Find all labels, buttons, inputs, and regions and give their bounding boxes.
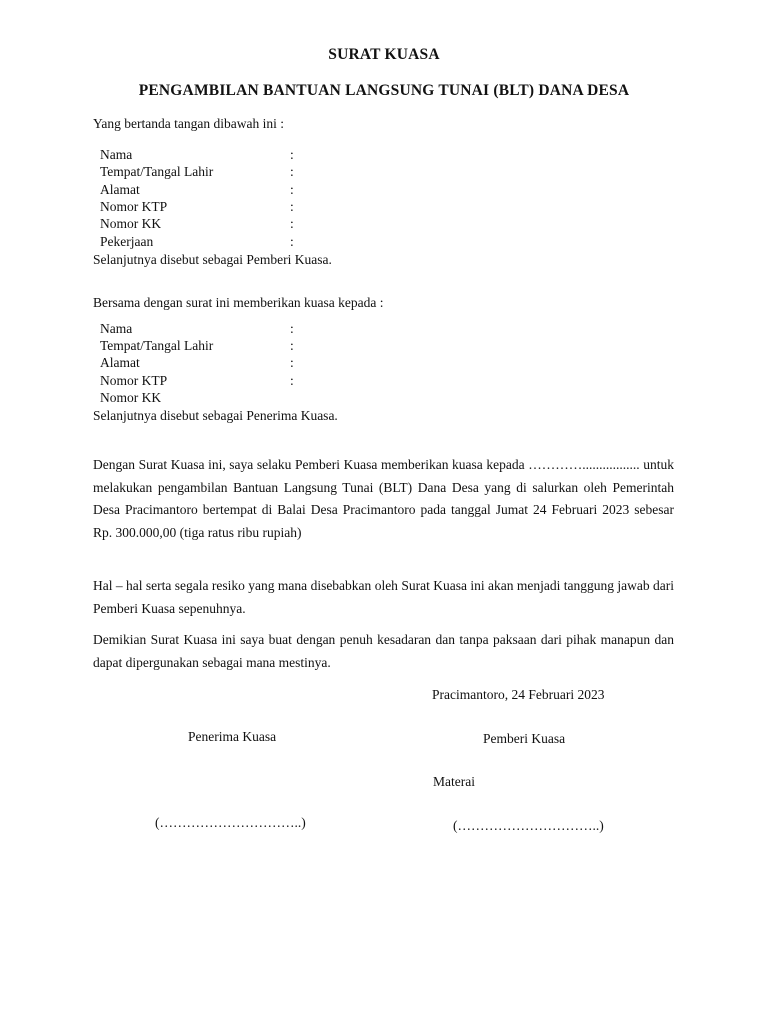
body-paragraph-3: Demikian Surat Kuasa ini saya buat dengan penuh kesadaran dan tanpa paksaan dari pihak manapun dan dapat dipergunakan sebagai mana mestinya. [93, 632, 674, 670]
penerima-kk-label: Nomor KK [100, 390, 162, 405]
pemberi-nama-label: Nama [100, 147, 133, 162]
penerima-kuasa-label: Penerima Kuasa [188, 729, 277, 744]
pemberi-kuasa-label: Pemberi Kuasa [483, 731, 566, 746]
penerima-ttl-colon: : [290, 338, 294, 353]
pemberi-ttl-colon: : [290, 164, 294, 179]
pemberi-kk-colon: : [290, 216, 294, 231]
pemberi-pekerjaan-colon: : [290, 234, 294, 249]
document-subtitle: PENGAMBILAN BANTUAN LANGSUNG TUNAI (BLT) DANA DESA [138, 82, 630, 99]
penerima-nama-colon: : [290, 321, 294, 336]
pemberi-ktp-colon: : [290, 199, 294, 214]
pemberi-alamat-label: Alamat [100, 182, 140, 197]
pemberi-alamat-colon: : [290, 182, 294, 197]
materai-label: Materai [433, 774, 475, 789]
penerima-nama-label: Nama [100, 321, 133, 336]
body-paragraph-1: Dengan Surat Kuasa ini, saya selaku Pemberi Kuasa memberikan kuasa kepada …………................. untuk melakukan pengambilan Bantuan Langsung Tunai (BLT) Dana Desa yang di salurkan oleh Pemerintah Desa Pracimantoro bertempat di Balai Desa Pracimantoro pada tanggal Jumat 24 Februari 2023 sebesar Rp. 300.000,00 (tiga ratus ribu rupiah) [93, 457, 674, 540]
place-date: Pracimantoro, 24 Februari 2023 [432, 687, 605, 702]
penerima-intro: Bersama dengan surat ini memberikan kuasa kepada : [93, 295, 384, 310]
pemberi-outro: Selanjutnya disebut sebagai Pemberi Kuasa. [93, 252, 332, 267]
body-paragraph-2: Hal – hal serta segala resiko yang mana disebabkan oleh Surat Kuasa ini akan menjadi tanggung jawab dari Pemberi Kuasa sepenuhnya. [93, 578, 674, 616]
penerima-ktp-colon: : [290, 373, 294, 388]
penerima-outro: Selanjutnya disebut sebagai Penerima Kuasa. [93, 408, 338, 423]
pemberi-nama-colon: : [290, 147, 294, 162]
penerima-signature-line: (…………………………..) [155, 815, 306, 830]
document-title: SURAT KUASA [328, 46, 440, 63]
pemberi-ktp-label: Nomor KTP [100, 199, 168, 214]
pemberi-ttl-label: Tempat/Tangal Lahir [100, 164, 214, 179]
penerima-alamat-colon: : [290, 355, 294, 370]
pemberi-pekerjaan-label: Pekerjaan [100, 234, 154, 249]
penerima-alamat-label: Alamat [100, 355, 140, 370]
pemberi-kk-label: Nomor KK [100, 216, 162, 231]
penerima-ktp-label: Nomor KTP [100, 373, 168, 388]
pemberi-signature-line: (…………………………..) [453, 818, 604, 833]
pemberi-intro: Yang bertanda tangan dibawah ini : [93, 116, 284, 131]
penerima-ttl-label: Tempat/Tangal Lahir [100, 338, 214, 353]
